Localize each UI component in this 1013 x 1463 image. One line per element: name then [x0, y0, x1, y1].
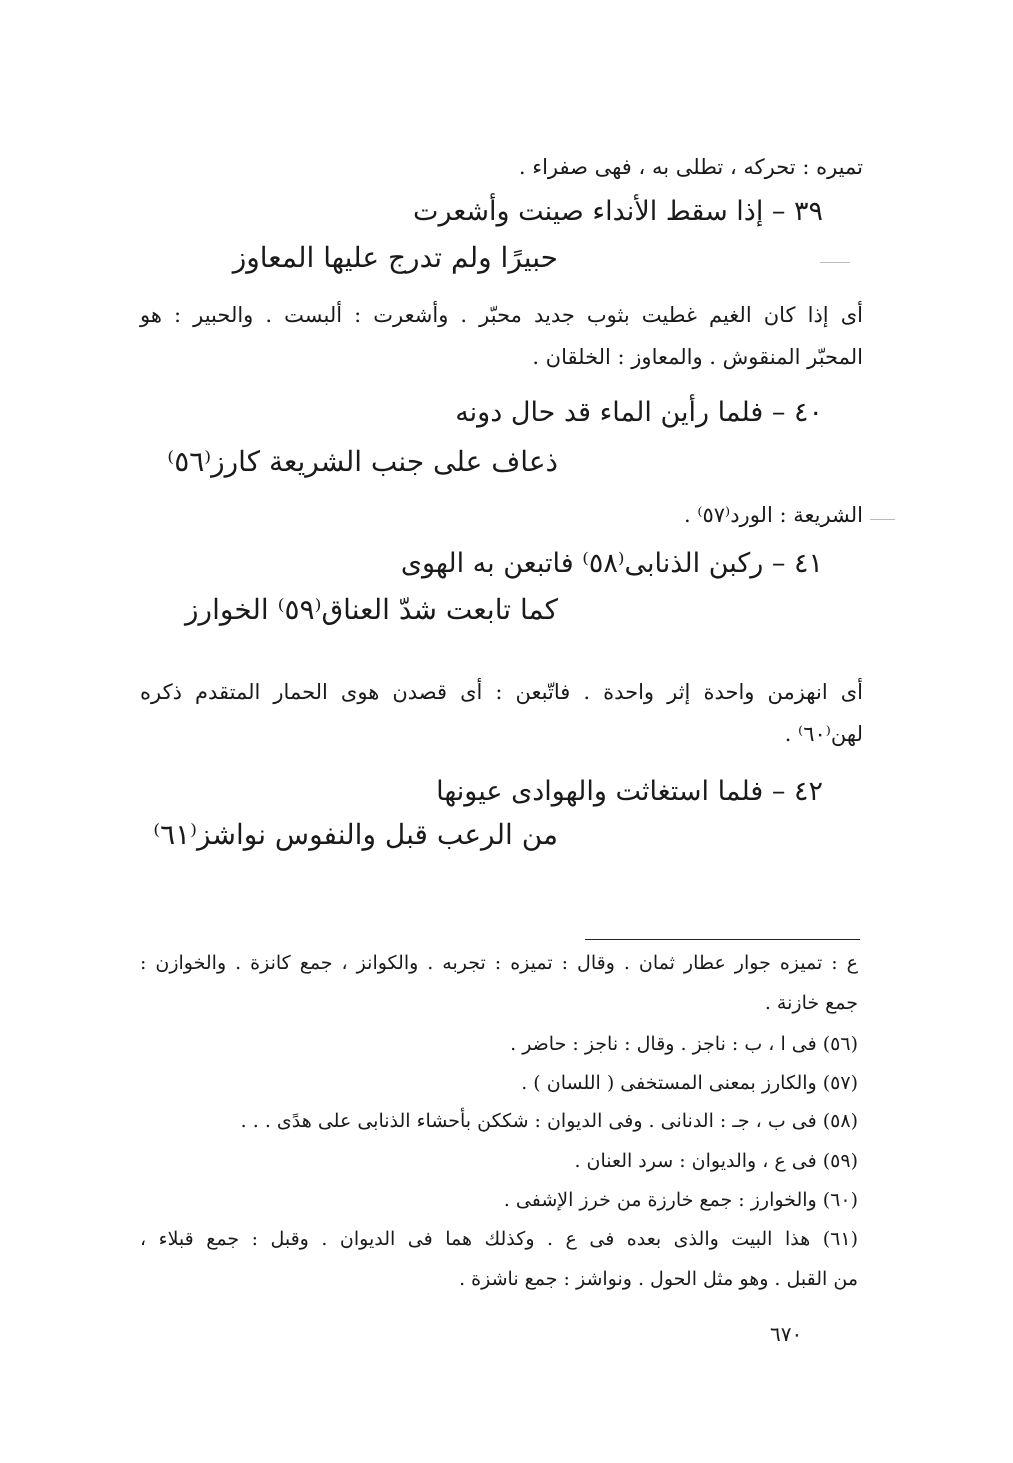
footnote-60: (٦٠) والخوارز : جمع خارزة من خرز الإشفى .	[503, 1189, 858, 1211]
verse-42-second-hemistich: من الرعب قبل والنفوس نواشز⁽٦١⁾	[153, 818, 558, 851]
verse-40-first-hemistich: ٤٠ – فلما رأين الماء قد حال دونه	[455, 397, 823, 428]
footnote-59: (٥٩) فى ع ، والديوان : سرد العنان .	[574, 1150, 858, 1172]
commentary-40: الشريعة : الورد⁽٥٧⁾ .	[683, 503, 863, 527]
verse-42-first-hemistich: ٤٢ – فلما استغاثت والهوادى عيونها	[436, 776, 823, 807]
page-number: ٦٧٠	[770, 1322, 803, 1346]
footnote-61-line-1: (٦١) هذا البيت والذى بعده فى ع . وكذلك هما فى الديوان . وقبل : جمع قبلاء ،	[140, 1228, 858, 1250]
commentary-41-line-1: أى انهزمن واحدة إثر واحدة . فاتّبعن : أى قصدن هوى الحمار المتقدم ذكره	[140, 680, 863, 704]
commentary-41-line-2: لهن⁽٦٠⁾ .	[784, 722, 863, 746]
margin-mark	[820, 262, 850, 263]
commentary-39-line-1: أى إذا كان الغيم غطيت بثوب جديد محبّر . وأشعرت : ألبست . والحبير : هو	[140, 303, 863, 327]
verse-39-second-hemistich: حبيرًا ولم تدرج عليها المعاوز	[232, 241, 558, 274]
verse-41-second-hemistich: كما تابعت شدّ العناق⁽٥٩⁾ الخوارز	[185, 593, 558, 626]
margin-mark	[870, 519, 895, 520]
verse-39-first-hemistich: ٣٩ – إذا سقط الأنداء صينت وأشعرت	[413, 196, 823, 227]
verse-40-second-hemistich: ذعاف على جنب الشريعة كارز⁽٥٦⁾	[167, 445, 558, 478]
footnote-58: (٥٨) فى ب ، جـ : الدنانى . وفى الديوان : شككن بأحشاء الذنابى على هدًى . . .	[240, 1110, 858, 1132]
footnote-variant-line-2: جمع خازنة .	[764, 992, 858, 1014]
footnote-57: (٥٧) والكارز بمعنى المستخفى ( اللسان ) .	[521, 1072, 858, 1094]
commentary-39-line-2: المحبّر المنقوش . والمعاوز : الخلقان .	[532, 345, 863, 369]
verse-41-first-hemistich: ٤١ – ركبن الذنابى⁽٥٨⁾ فاتبعن به الهوى	[400, 548, 823, 579]
gloss-line: تميره : تحركه ، تطلى به ، فهى صفراء .	[518, 155, 863, 179]
footnote-variant-line-1: ع : تميزه جوار عطار ثمان . وقال : تميزه : تجربه . والكوانز ، جمع كانزة . والخوازن :	[140, 952, 858, 974]
footnote-61-line-2: من القبل . وهو مثل الحول . ونواشز : جمع ناشزة .	[459, 1268, 858, 1290]
footnote-separator	[585, 939, 860, 940]
footnote-56: (٥٦) فى ا ، ب : ناجز . وقال : ناجز : حاضر .	[510, 1033, 858, 1055]
